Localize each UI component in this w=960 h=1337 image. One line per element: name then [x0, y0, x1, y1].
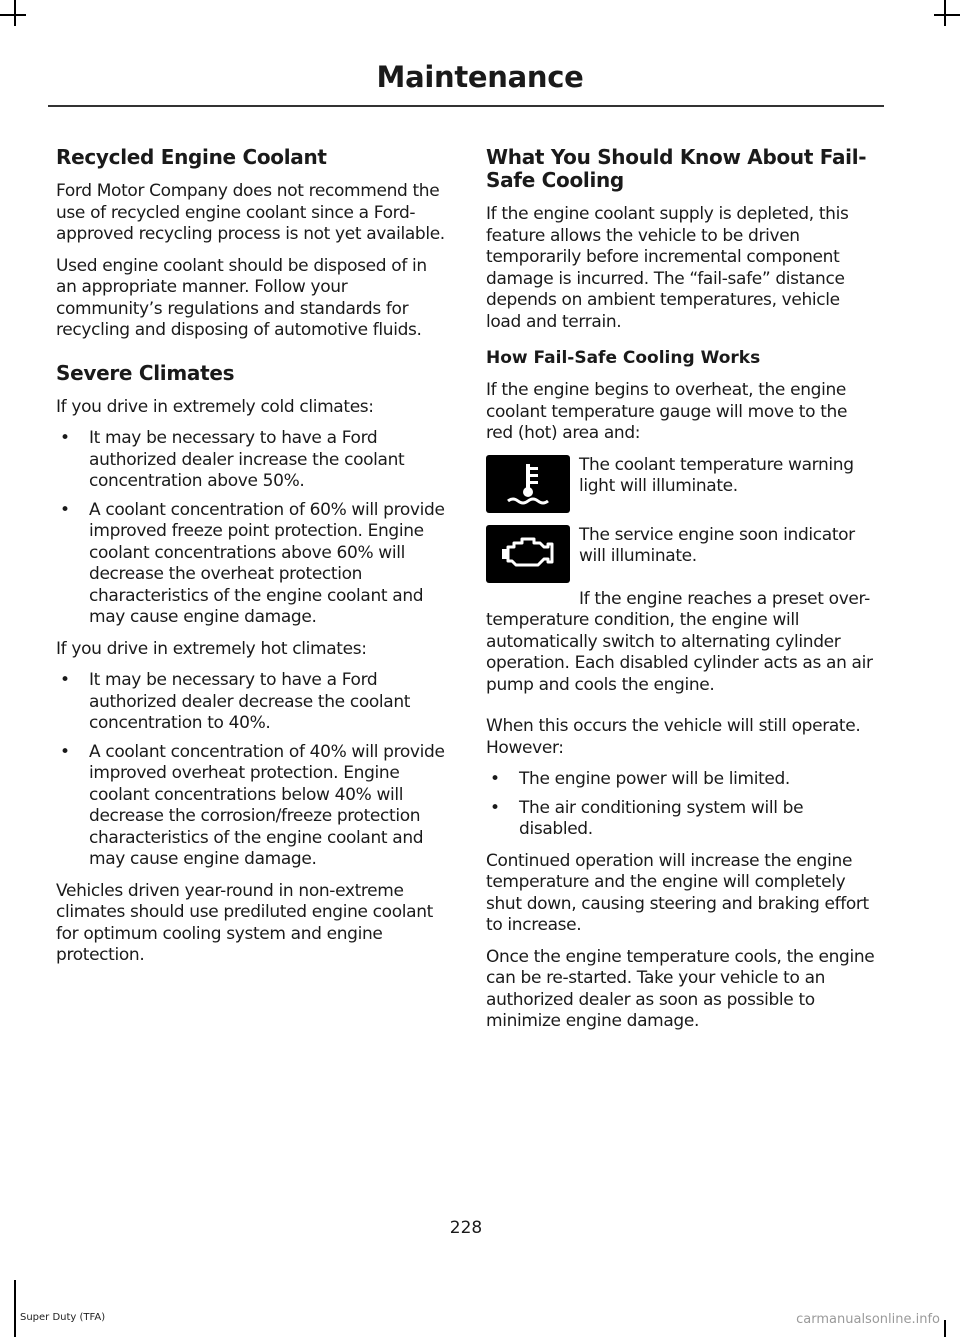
paragraph: If the engine begins to overheat, the engine coolant temperature gauge will move to the red (hot) area and:: [486, 380, 848, 443]
paragraph: If the engine reaches a preset over-temperature condition, the engine will automatically switch to alternating cylinder operation. Each disabled cylinder acts as an air pump and cools the engine.: [486, 588, 873, 695]
crop-mark: [934, 14, 960, 16]
paragraph: If the engine coolant supply is depleted, this feature allows the vehicle to be driven temporarily before incremental component damage is incurred. The “fail-safe” distance depends on ambient temperatures, vehicle load and terrain.: [486, 204, 849, 332]
crop-mark: [14, 0, 16, 26]
paragraph: Once the engine temperature cools, the engine can be re-started. Take your vehicle to an authorized dealer as soon as possible to minimize engine damage.: [486, 946, 875, 1031]
paragraph: Continued operation will increase the engine temperature and the engine will completely shut down, causing steering and braking effort to increase.: [486, 850, 869, 935]
page-number: 228: [449, 1218, 483, 1238]
section-heading-failsafe: What You Should Know About Fail-Safe Cooling: [486, 145, 867, 192]
list-item: • The engine power will be limited.: [486, 769, 878, 791]
footer-model: Super Duty (TFA): [20, 1312, 106, 1323]
check-engine-icon: [486, 525, 570, 583]
paragraph: Used engine coolant should be disposed of in an appropriate manner. Follow your community’s regulations and standards for recycling and disposing of automotive fluids.: [56, 255, 427, 340]
left-column: [56, 146, 448, 977]
section-heading-severe: Severe Climates: [56, 360, 235, 385]
paragraph: Ford Motor Company does not recommend the use of recycled engine coolant since a Ford-approved recycling process is not yet available.: [56, 181, 445, 244]
paragraph: When this occurs the vehicle will still operate. However:: [486, 716, 861, 758]
coolant-warning-row: [486, 455, 878, 513]
paragraph: If you drive in extremely hot climates:: [56, 638, 367, 659]
crop-mark: [14, 1280, 16, 1337]
crop-mark: [0, 14, 26, 16]
header-divider: [48, 105, 884, 107]
page-title: Maintenance: [376, 60, 584, 94]
crop-mark: [944, 1320, 946, 1337]
list-item: • A coolant concentration of 40% will provide improved overheat protection. Engine coolant concentrations below 40% will decrease the corrosion/freeze protection characteristics of the engine coolant and may cause engine damage.: [56, 742, 448, 871]
right-column: [486, 146, 878, 1043]
paragraph: If you drive in extremely cold climates:: [56, 396, 374, 417]
coolant-warning-text: The coolant temperature warning light will illuminate.: [579, 454, 854, 496]
engine-indicator-row: [486, 525, 878, 583]
engine-indicator-text: The service engine soon indicator will illuminate.: [579, 524, 855, 566]
subheading-how-it-works: How Fail-Safe Cooling Works: [486, 348, 761, 368]
bullet-list-limits: [486, 769, 878, 841]
list-item: • A coolant concentration of 60% will provide improved freeze point protection. Engine coolant concentrations above 60% will decrease the overheat protection characteristics of the engine coolant and may cause engine damage.: [56, 500, 448, 629]
list-item: • The air conditioning system will be disabled.: [486, 798, 878, 841]
list-item: • It may be necessary to have a Ford authorized dealer decrease the coolant concentration to 40%.: [56, 670, 448, 735]
paragraph: Vehicles driven year-round in non-extreme climates should use prediluted engine coolant for optimum cooling system and engine protection.: [56, 880, 433, 965]
bullet-list-cold: [56, 428, 448, 629]
list-item: • It may be necessary to have a Ford authorized dealer increase the coolant concentration above 50%.: [56, 428, 448, 493]
section-heading-recycled: Recycled Engine Coolant: [56, 145, 327, 169]
bullet-list-hot: [56, 670, 448, 871]
crop-mark: [944, 0, 946, 26]
coolant-temperature-icon: [486, 455, 570, 513]
watermark: carmanualsonline.info: [796, 1312, 940, 1327]
